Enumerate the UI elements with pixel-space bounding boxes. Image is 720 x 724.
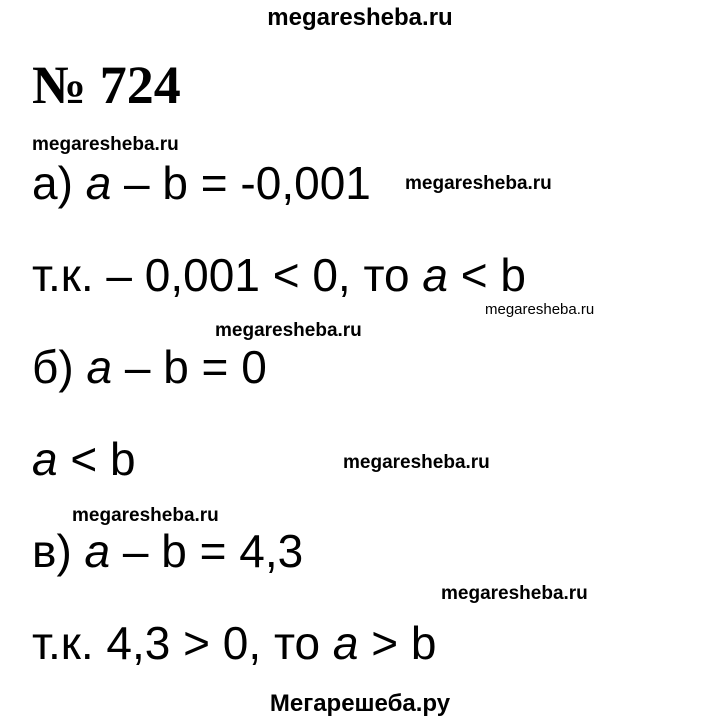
line-rest: – b = 4,3	[110, 525, 304, 577]
line-prefix: в)	[32, 525, 85, 577]
variable-a: a	[332, 617, 359, 669]
variable-a: a	[32, 433, 58, 485]
line-prefix: т.к. – 0,001 < 0, то	[32, 249, 423, 301]
line-rest: > b	[358, 617, 437, 669]
watermark: megaresheba.ru	[485, 301, 595, 318]
watermark: megaresheba.ru	[405, 173, 552, 194]
line-prefix: а)	[32, 157, 86, 209]
solution-line-a-2	[32, 248, 526, 302]
solution-line-v-2	[32, 616, 436, 670]
problem-number: № 724	[32, 55, 181, 115]
watermark: megaresheba.ru	[32, 134, 179, 155]
line-rest: – b = -0,001	[111, 157, 371, 209]
line-prefix: т.к. 4,3 > 0, то	[32, 617, 333, 669]
watermark: megaresheba.ru	[343, 452, 490, 473]
solution-line-b-2	[32, 432, 136, 486]
variable-a: a	[86, 341, 113, 393]
solution-line-a-1	[32, 156, 371, 210]
watermark: megaresheba.ru	[441, 583, 588, 604]
line-rest: < b	[448, 249, 527, 301]
solution-line-v-1	[32, 524, 303, 578]
watermark: megaresheba.ru	[72, 505, 219, 526]
variable-a: a	[85, 157, 112, 209]
watermark-bottom: Мегарешеба.ру	[269, 690, 451, 717]
line-rest: < b	[57, 433, 136, 485]
watermark-top: megaresheba.ru	[267, 4, 453, 31]
variable-a: a	[422, 249, 448, 301]
watermark: megaresheba.ru	[215, 320, 362, 341]
solution-line-b-1	[32, 340, 267, 394]
line-rest: – b = 0	[112, 341, 267, 393]
line-prefix: б)	[32, 341, 87, 393]
variable-a: a	[84, 525, 111, 577]
